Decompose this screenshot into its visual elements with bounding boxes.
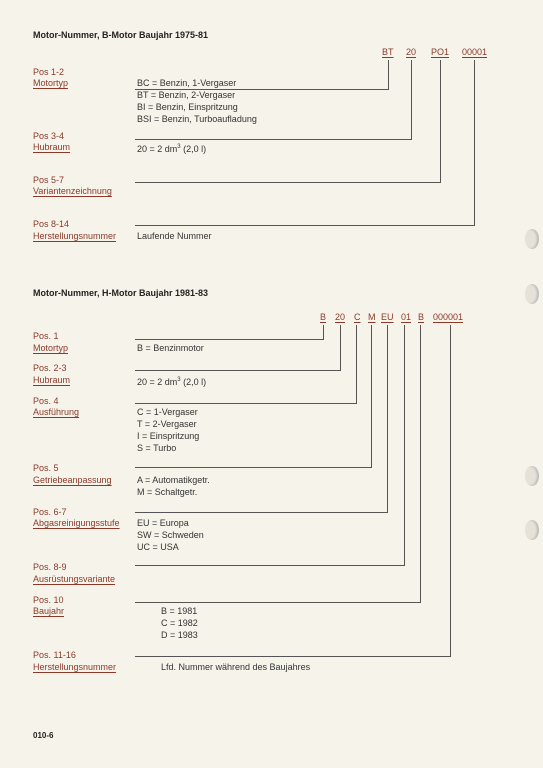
pos-label: Pos. 1 — [33, 331, 59, 341]
code-b-variant: PO1 — [431, 47, 450, 57]
connector-line — [135, 339, 324, 340]
connector-line — [135, 512, 388, 513]
connector-line — [387, 325, 388, 512]
connector-line — [371, 325, 372, 467]
motortyp-value: B = Benzinmotor — [137, 343, 204, 353]
pos-label: Pos. 6-7 — [33, 507, 67, 517]
code-h-emission: EU — [381, 312, 394, 322]
connector-line — [411, 60, 412, 139]
field-label-motortyp: Motortyp — [33, 78, 69, 88]
binder-hole-icon — [525, 520, 539, 540]
connector-line — [135, 656, 451, 657]
code-h-year: B — [418, 312, 425, 322]
field-label-hubraum: Hubraum — [33, 142, 71, 152]
connector-line — [135, 139, 412, 140]
page-number: 010-6 — [33, 731, 54, 740]
connector-line — [404, 325, 405, 565]
pos-label: Pos. 11-16 — [33, 650, 76, 660]
connector-line — [135, 602, 421, 603]
connector-line — [450, 325, 451, 656]
hubraum-value: 20 = 2 $dm^3$ (2,0 l) — [137, 377, 207, 387]
connector-line — [135, 403, 357, 404]
field-label-herstellungsnummer: Herstellungsnummer — [33, 231, 117, 241]
binder-hole-icon — [525, 229, 539, 249]
pos-label: Pos 8-14 — [33, 219, 70, 229]
code-b-type: BT — [382, 47, 394, 57]
pos-label: Pos. 8-9 — [33, 562, 67, 572]
connector-line — [474, 60, 475, 226]
connector-line — [135, 565, 405, 566]
connector-line — [340, 325, 341, 370]
abgasreinigungsstufe-values: EU = Europa SW = Schweden UC = USA — [137, 518, 204, 552]
connector-line — [420, 325, 421, 602]
ausfuehrung-values: C = 1-Vergaser T = 2-Vergaser I = Einspritzung S = Turbo — [137, 407, 200, 453]
code-b-displacement: 20 — [406, 47, 417, 57]
field-label-abgasreinigungsstufe: Abgasreinigungsstufe — [33, 518, 120, 528]
section-b-title: Motor-Nummer, B-Motor Baujahr 1975-81 — [33, 30, 209, 40]
field-label-variante: Variantenzeichnung — [33, 186, 112, 196]
field-label-ausruestungsvariante: Ausrüstungsvariante — [33, 574, 116, 584]
connector-line — [323, 325, 324, 339]
code-h-type: B — [320, 312, 327, 322]
connector-line — [135, 467, 372, 468]
getriebeanpassung-values: A = Automatikgetr. M = Schaltgetr. — [137, 475, 210, 497]
field-label-getriebeanpassung: Getriebeanpassung — [33, 475, 112, 485]
field-label-hubraum: Hubraum — [33, 375, 71, 385]
connector-line — [388, 60, 389, 89]
pos-label: Pos. 5 — [33, 463, 59, 473]
connector-line — [356, 325, 357, 403]
hubraum-value: 20 = 2 $dm^3$ (2,0 l) — [137, 144, 207, 154]
pos-label: Pos 1-2 — [33, 67, 65, 77]
pos-label: Pos. 4 — [33, 396, 59, 406]
pos-label: Pos 5-7 — [33, 175, 65, 185]
section-h-title: Motor-Nummer, H-Motor Baujahr 1981-83 — [33, 288, 209, 298]
binder-hole-icon — [525, 284, 539, 304]
code-b-serial: 00001 — [462, 47, 488, 57]
field-label-ausfuehrung: Ausführung — [33, 407, 80, 417]
pos-label: Pos. 2-3 — [33, 363, 67, 373]
connector-line — [135, 225, 475, 226]
code-h-gearbox: M — [368, 312, 376, 322]
baujahr-values: B = 1981 C = 1982 D = 1983 — [161, 606, 198, 640]
code-h-equipment: 01 — [401, 312, 412, 322]
field-label-baujahr: Baujahr — [33, 606, 65, 616]
code-h-displacement: 20 — [335, 312, 346, 322]
code-h-version: C — [354, 312, 361, 322]
pos-label: Pos 3-4 — [33, 131, 65, 141]
field-label-herstellungsnummer: Herstellungsnummer — [33, 662, 117, 672]
field-label-motortyp: Motortyp — [33, 343, 69, 353]
herstellungsnummer-value: Laufende Nummer — [137, 231, 212, 241]
binder-hole-icon — [525, 466, 539, 486]
herstellungsnummer-value: Lfd. Nummer während des Baujahres — [161, 662, 311, 672]
pos-label: Pos. 10 — [33, 595, 64, 605]
connector-line — [135, 370, 341, 371]
connector-line — [135, 182, 441, 183]
motortyp-values: BC = Benzin, 1-Vergaser BT = Benzin, 2-Vergaser BI = Benzin, Einspritzung BSI = Benzin, Turboaufladung — [137, 78, 257, 124]
code-h-serial: 000001 — [433, 312, 464, 322]
connector-line — [440, 60, 441, 183]
